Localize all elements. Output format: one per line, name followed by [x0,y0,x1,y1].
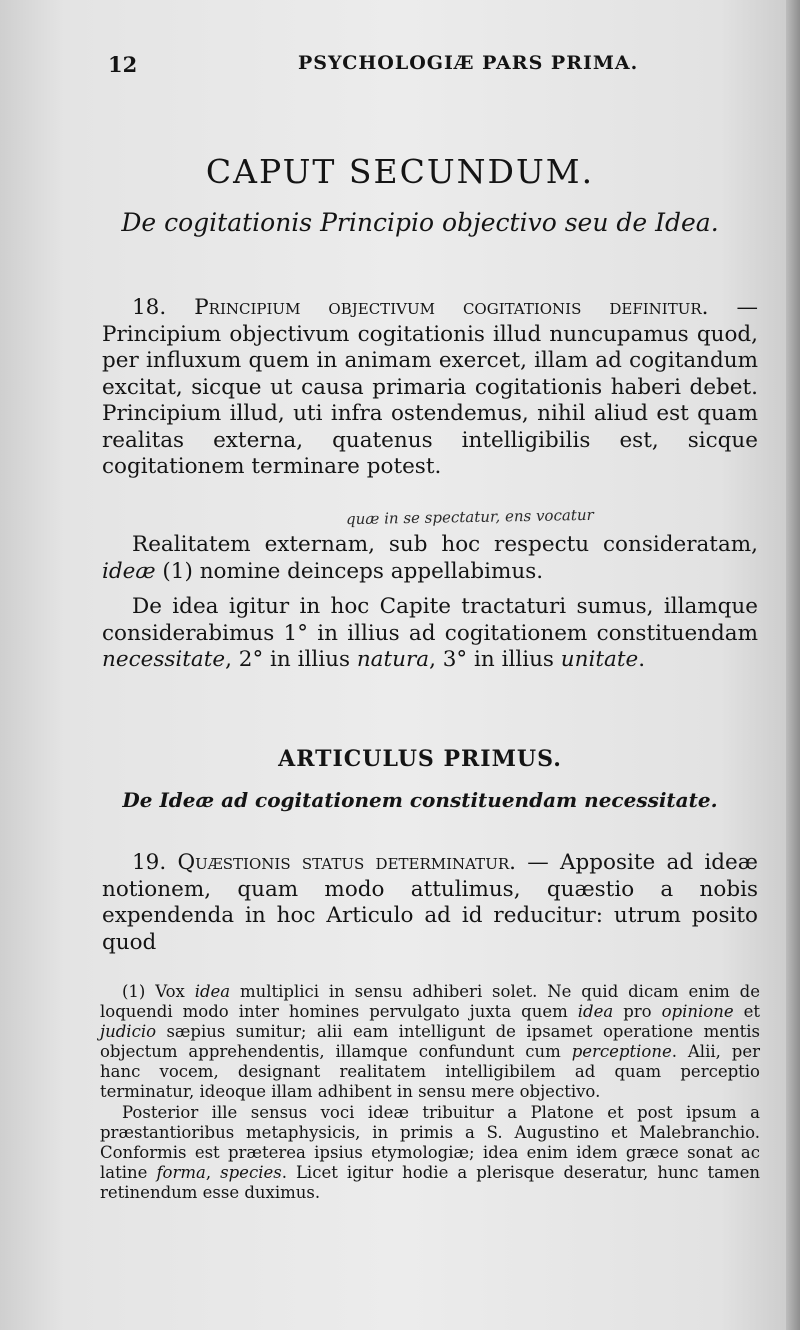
article-title: ARTICULUS PRIMUS. [278,746,562,772]
section-heading: Principium objectivum cogitationis definitur. — [194,295,758,320]
footnote-text: sæpius sumitur; alii eam intelligunt de ipsamet operatione mentis objectum apprehendentis, illamque confundunt cum [100,1022,760,1061]
term-unitate: unitate [560,647,639,672]
definition-paragraph [102,532,758,585]
footnote-term: judicio [100,1022,157,1041]
footnote-text: Vox [145,982,195,1001]
page-number: 12 [108,52,138,77]
footnote-term: idea [194,982,231,1001]
term-natura: natura [356,647,430,672]
paragraph-text: Realitatem externam, sub hoc respectu consideratam, [132,532,758,557]
section-19-paragraph [102,850,758,956]
page-edge [786,0,800,1330]
footnote-term: idea [577,1002,614,1021]
article-subtitle: De Ideæ ad cogitationem constituendam necessitate. [122,788,718,812]
footnote-term: opinione [661,1002,734,1021]
footnote-text: et [733,1002,761,1021]
running-title: PSYCHOLOGIÆ PARS PRIMA. [298,52,639,74]
section-heading: Quæstionis status determinatur. — [177,850,549,875]
term-idea: ideæ [102,558,156,584]
footnote-1 [100,982,760,1102]
section-body: Principium objectivum cogitationis illud nuncupamus quod, per influxum quem in animam exercet, illam ad cogitandum excitat, sicque ut causa primaria cogitationis haberi debet. Principium illud, uti infra ostendemus, nihil aliud est quam realitas externa, quatenus intelligibilis est, sicque cogitationem terminare potest. [102,321,758,479]
section-number: 18. [132,295,167,320]
footnote-marker: (1) [122,982,146,1001]
term-necessitate: necessitate [102,647,226,672]
footnote-text: pro [613,1002,662,1021]
paragraph-text: . [638,647,646,672]
paragraph-text: , 2° in illius [225,647,357,672]
paragraph-text: (1) nomine deinceps appellabimus. [155,558,544,584]
section-number: 19. [132,850,167,875]
section-body: Apposite ad ideæ notionem, quam modo attulimus, quæstio a nobis expendenda in hoc Articulo ad id reducitur: utrum posito quod [102,850,758,955]
footnote-term: forma [156,1163,206,1182]
plan-paragraph [102,594,758,674]
chapter-subtitle: De cogitationis Principio objectivo seu de Idea. [121,208,719,237]
footnote-text: Posterior ille sensus voci ideæ tribuitur a Platone et post ipsum a præstantioribus metaphysicis, in primis a S. Augustino et Malebranchio. Conformis est præterea ipsius etymologiæ; idea enim idem græce sonat ac latine [100,1103,760,1182]
footnote-text: . Licet igitur hodie a plerisque deseratur, hunc tamen retinendum esse duximus. [100,1163,760,1202]
footnote-term: perceptione [571,1042,672,1061]
paragraph-text: , 3° in illius [429,647,561,672]
footnote-text: . Alii, per hanc vocem, designant realitatem intelligibilem ad quam perceptio terminatur, ideoque illam adhibent in sensu mere objectivo. [100,1042,760,1101]
footnote-text: multiplici in sensu adhiberi solet. Ne quid dicam enim de loquendi modo inter homines pervulgato juxta quem [100,982,760,1021]
chapter-title: CAPUT SECUNDUM. [205,152,595,191]
paragraph-text: De idea igitur in hoc Capite tractaturi sumus, illamque considerabimus 1° in illius ad cogitationem constituendam [102,594,758,646]
section-18-paragraph [102,295,758,481]
footnote-1-continued [100,1103,760,1203]
running-head [0,52,800,86]
footnote-text: , [205,1163,221,1182]
handwritten-annotation: quæ in se spectatur, ens vocatur [345,505,594,529]
footnote-term: species [220,1163,282,1182]
